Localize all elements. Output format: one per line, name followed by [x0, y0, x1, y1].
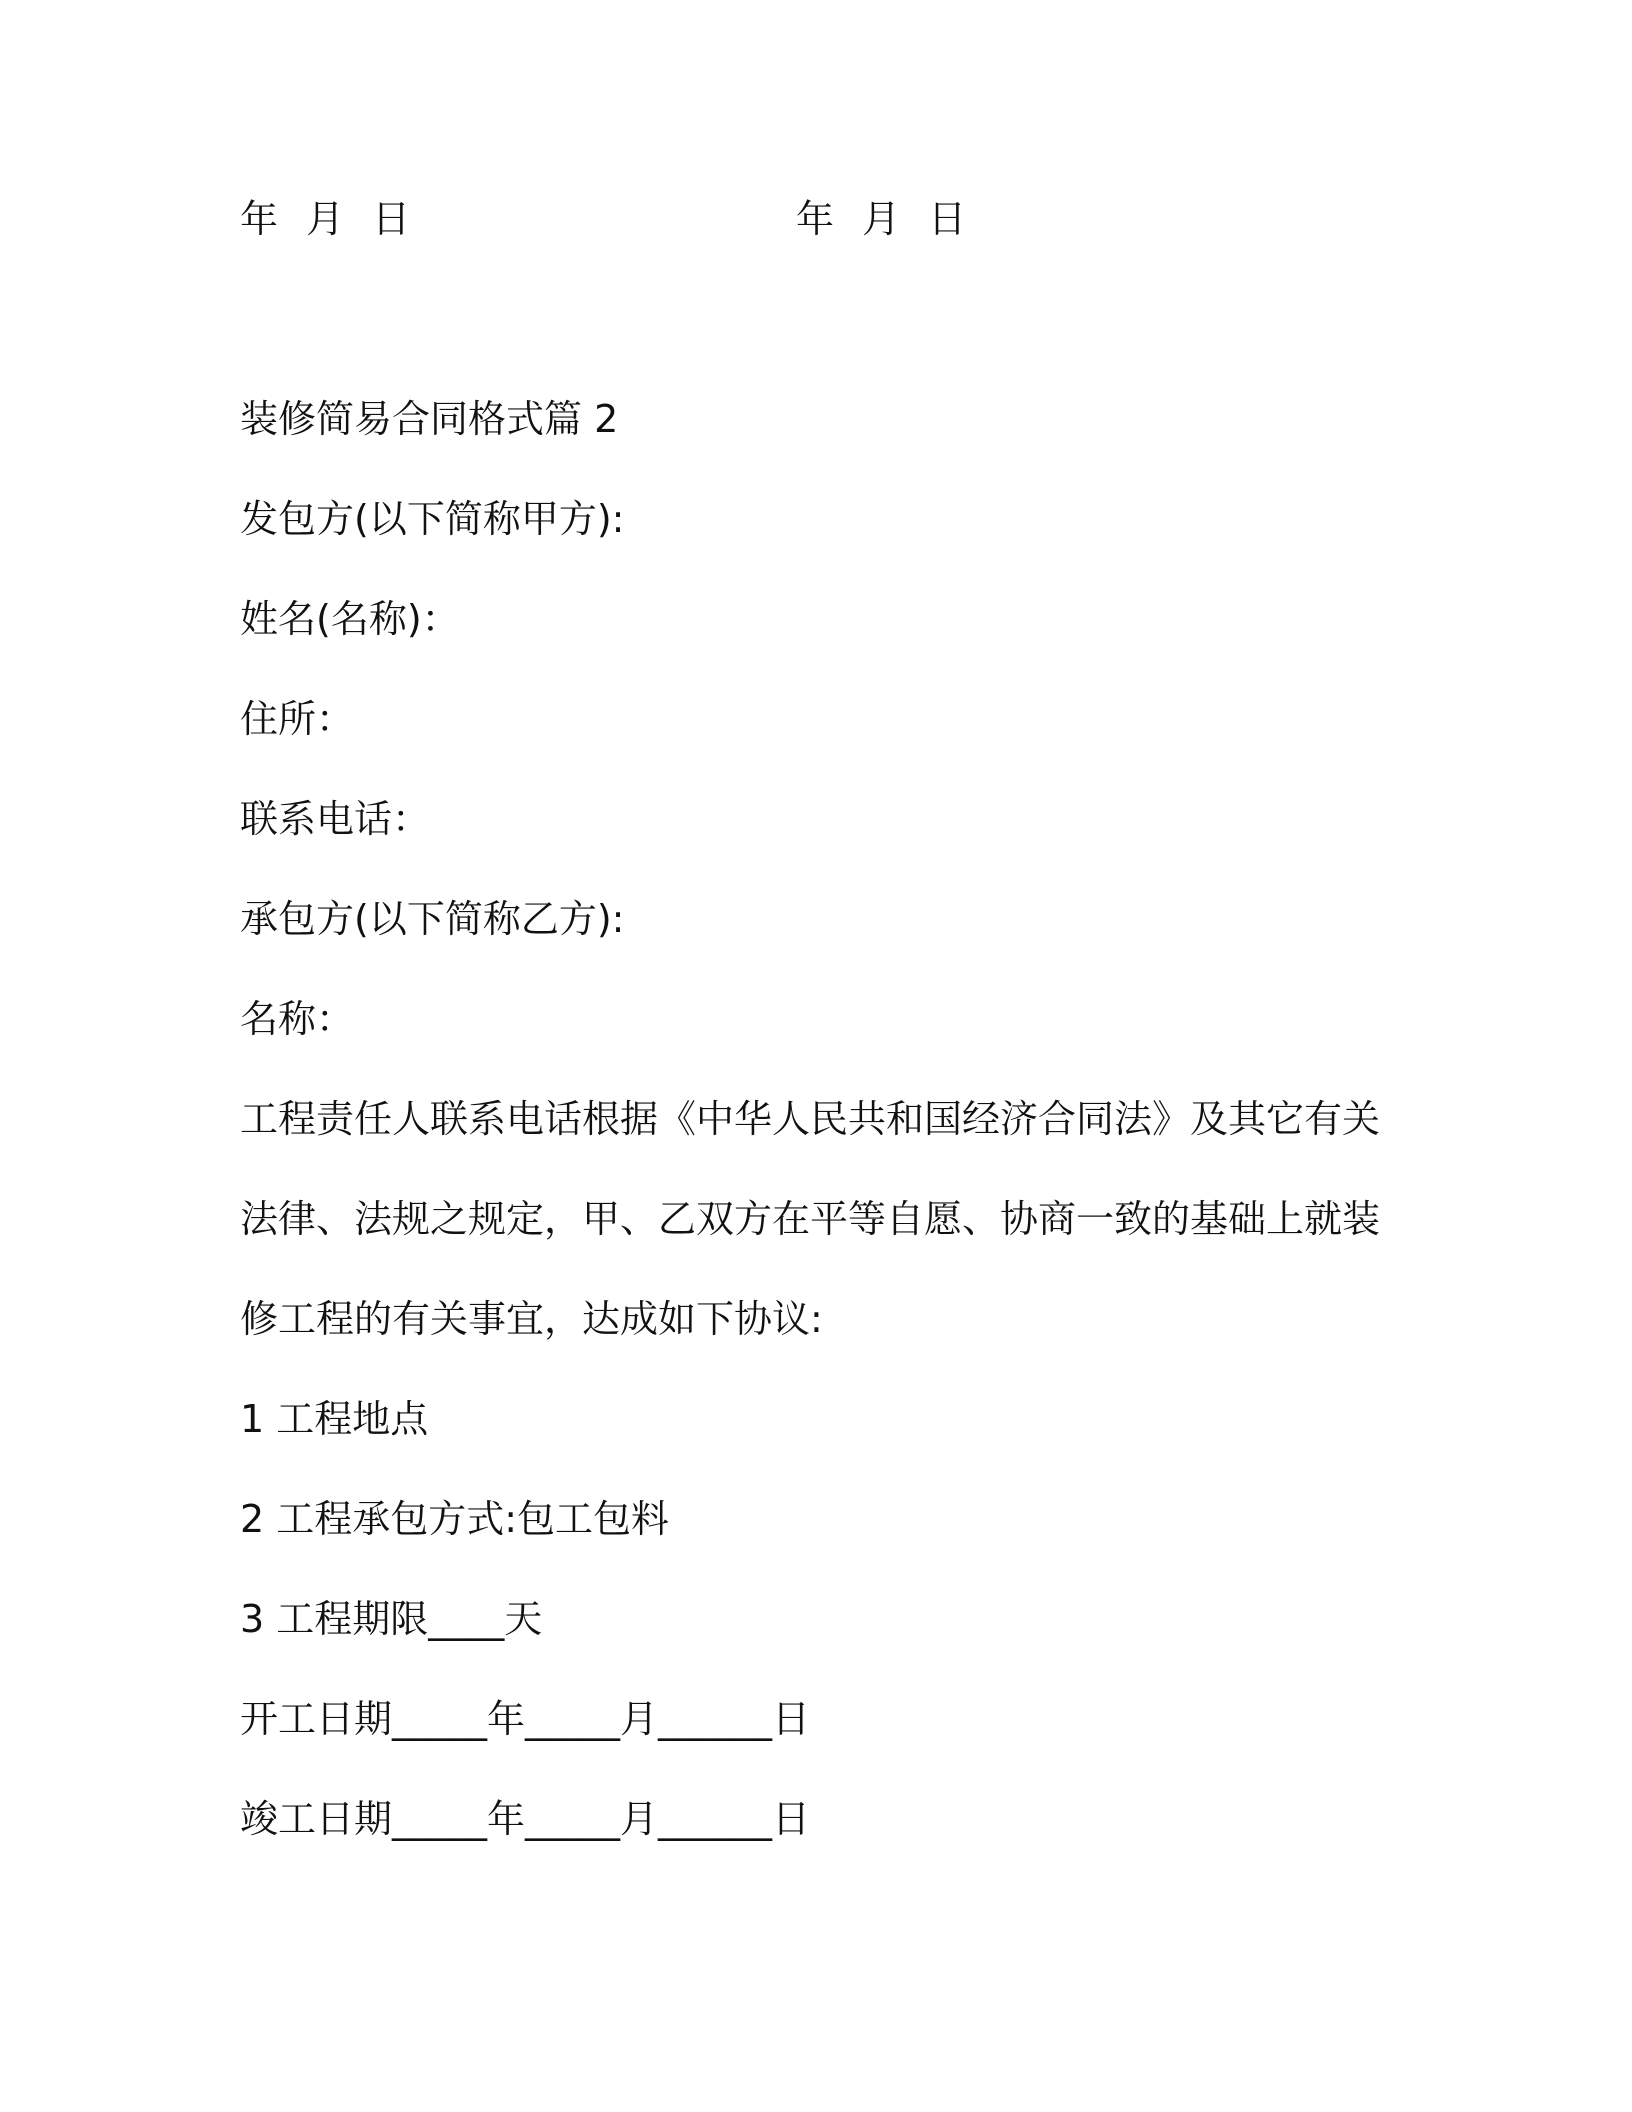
party-b-name: 名称：: [240, 997, 355, 1041]
party-a-heading: 发包方(以下简称甲方):: [240, 497, 625, 541]
party-a-name: 姓名(名称)：: [240, 597, 460, 641]
party-b-heading: 承包方(以下简称乙方):: [240, 897, 625, 941]
section-title: 装修简易合同格式篇 2: [240, 397, 619, 441]
date-left: 年 月 日: [240, 197, 419, 241]
item-contract-method: 2 工程承包方式:包工包料: [240, 1497, 670, 1541]
start-date-line: 开工日期_____年_____月______日: [240, 1697, 811, 1741]
date-right: 年 月 日: [796, 197, 975, 241]
party-a-address: 住所：: [240, 697, 355, 741]
party-a-phone: 联系电话：: [240, 797, 431, 841]
intro-paragraph-line: 工程责任人联系电话根据《中华人民共和国经济合同法》及其它有关: [240, 1097, 1381, 1141]
intro-paragraph-line: 法律、法规之规定，甲、乙双方在平等自愿、协商一致的基础上就装: [240, 1197, 1381, 1241]
item-project-period: 3 工程期限____天: [240, 1597, 543, 1641]
item-project-location: 1 工程地点: [240, 1397, 429, 1441]
intro-paragraph-line: 修工程的有关事宜，达成如下协议:: [240, 1297, 823, 1341]
end-date-line: 竣工日期_____年_____月______日: [240, 1797, 811, 1841]
